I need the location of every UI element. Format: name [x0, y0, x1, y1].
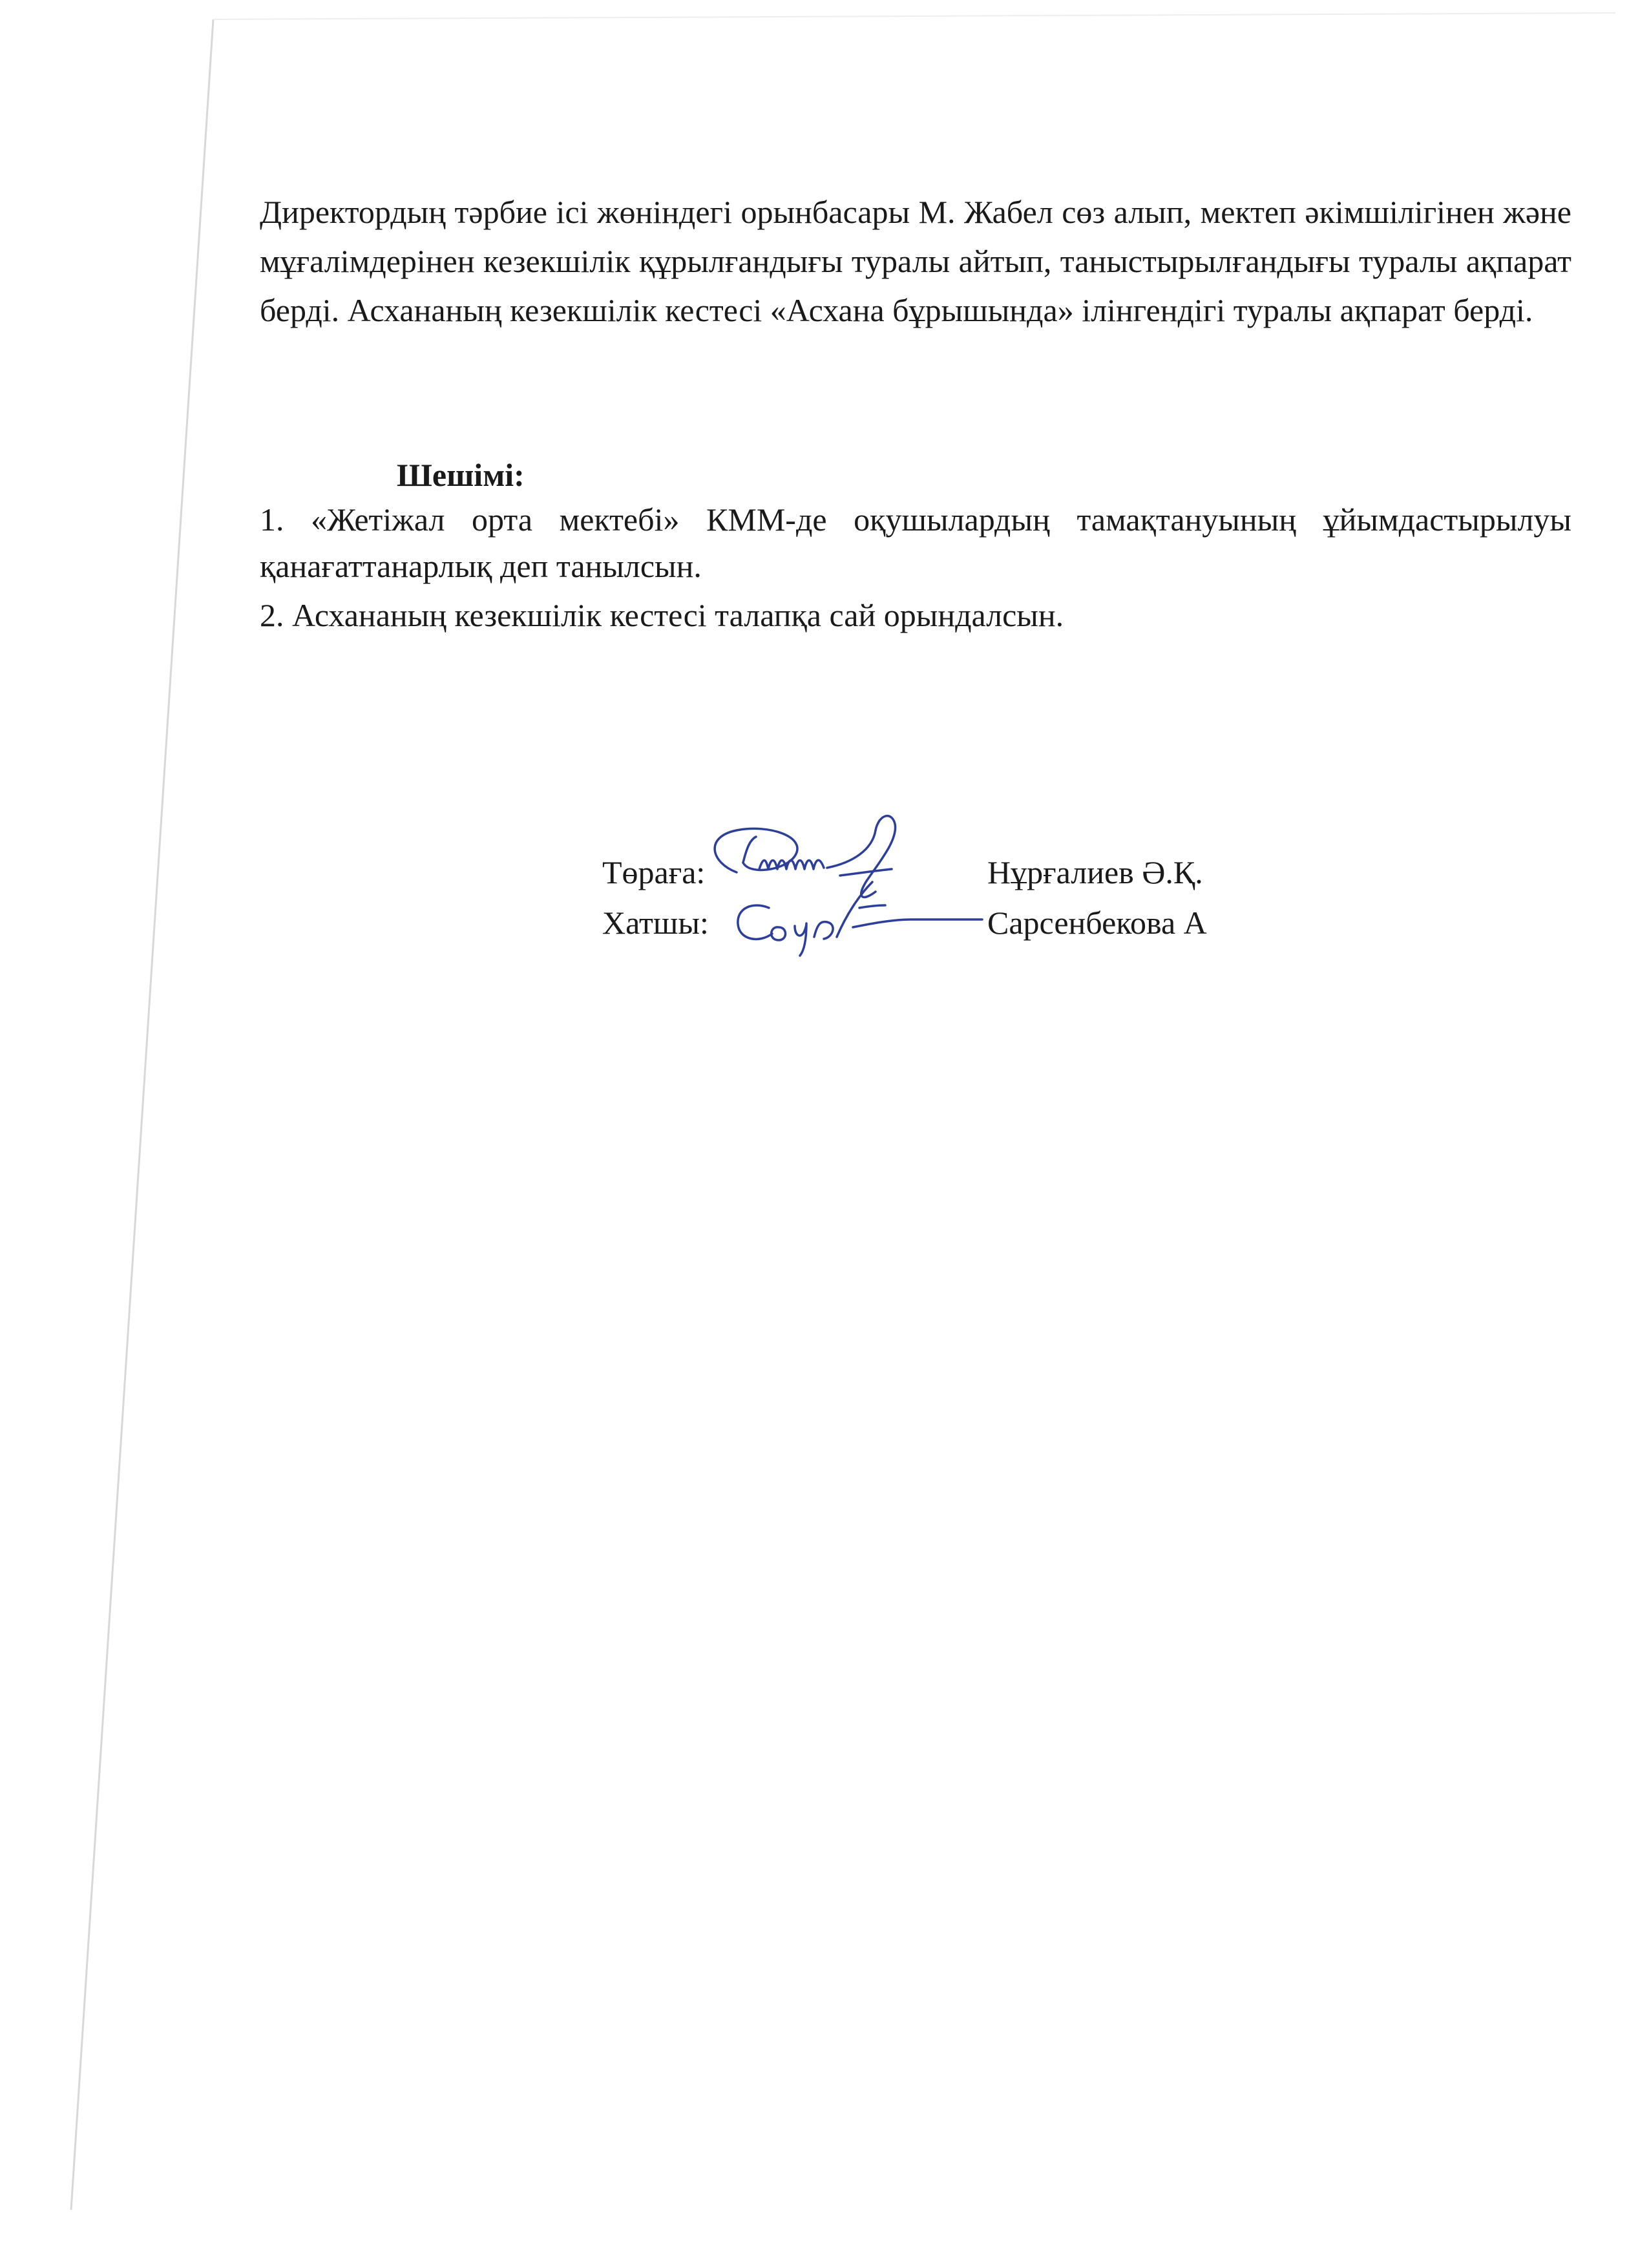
decision-item-2: 2. Асхананың кезекшілік кестесі талапқа сай орындалсын.: [260, 597, 1064, 633]
handwritten-signatures: [698, 811, 995, 966]
chairman-label: Төраға:: [602, 854, 706, 890]
secretary-name: Сарсенбекова А: [987, 905, 1207, 941]
body-paragraph: Директордың тәрбие ісі жөніндегі орынбасары М. Жабел сөз алып, мектеп әкімшілігінен және мұғалімдерінен кезекшілік құрылғандығы туралы айтып, таныстырылғандығы туралы ақпарат берді. Асхананың кезекшілік кестесі «Асхана бұрышында» ілінгендігі туралы ақпарат берді.: [260, 194, 1571, 328]
secretary-label: Хатшы:: [602, 905, 709, 941]
chairman-name: Нұрғалиев Ә.Қ.: [987, 854, 1203, 890]
decision-item-1: 1. «Жетіжал орта мектебі» КММ-де оқушылардың тамақтануының ұйымдастырылуы қанағаттанарлық деп танылсын.: [260, 501, 1571, 584]
decision-heading: Шешімі:: [397, 457, 525, 493]
